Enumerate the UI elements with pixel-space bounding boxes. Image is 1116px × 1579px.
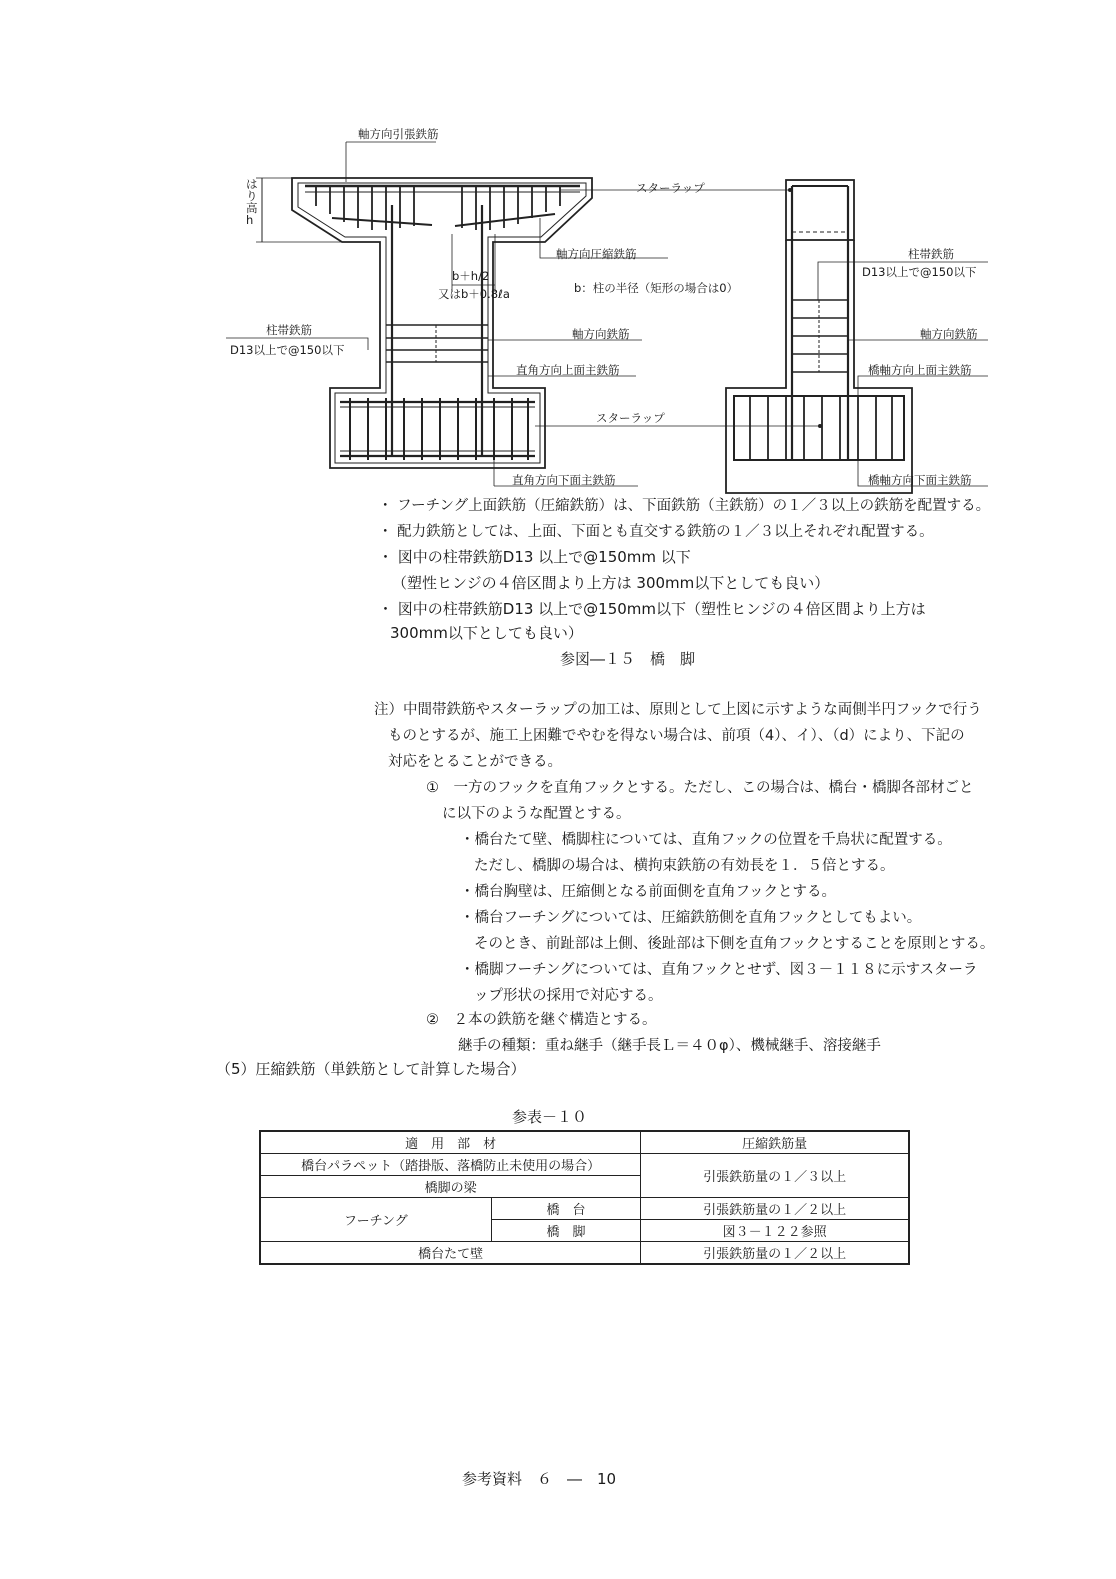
label-perp-top-main-bar: 直角方向上面主鉄筋 — [516, 363, 620, 377]
header-member: 適 用 部 材 — [260, 1131, 641, 1154]
note-sub-3-cont: そのとき、前趾部は上側、後趾部は下側を直角フックとすることを原則とする。 — [474, 936, 995, 952]
label-axial-compression-bar: 軸方向圧縮鉄筋 — [556, 247, 637, 261]
cell-figure-ref: 図３－１２２参照 — [641, 1220, 909, 1242]
note-item-1-cont: に以下のような配置とする。 — [442, 806, 631, 822]
label-axial-tension-bar: 軸方向引張鉄筋 — [358, 127, 439, 141]
note-line-1: 注）中間帯鉄筋やスターラップの加工は、原則として上図に示すような両側半円フックで行う — [374, 702, 982, 718]
cell-ratio-one-third: 引張鉄筋量の１／３以上 — [641, 1154, 909, 1198]
label-perp-bottom-main-bar: 直角方向下面主鉄筋 — [512, 473, 616, 487]
label-trans-bottom-main-bar: 橋軸方向下面主鉄筋 — [868, 473, 972, 487]
cell-ratio-half: 引張鉄筋量の１／２以上 — [641, 1198, 909, 1220]
cell-abutment: 橋 台 — [491, 1198, 641, 1220]
bullet-4: ・ 図中の柱帯鉄筋D13 以上で@150mm以下（塑性ヒンジの４倍区間より上方は — [378, 600, 926, 618]
cell-ratio-half-wall: 引張鉄筋量の１／２以上 — [641, 1242, 909, 1265]
cell-footing: フーチング — [260, 1198, 491, 1242]
label-dim-1: b＋h/2 — [452, 269, 490, 283]
label-hoop-right-spec: D13以上で@150以下 — [862, 265, 977, 279]
note-sub-1-cont: ただし、橋脚の場合は、横拘束鉄筋の有効長を１．５倍とする。 — [474, 858, 895, 874]
table-row — [260, 1198, 909, 1220]
note-sub-4-cont: ップ形状の採用で対応する。 — [474, 988, 663, 1004]
bullet-2: ・ 配力鉄筋としては、上面、下面とも直交する鉄筋の１／３以上それぞれ配置する。 — [378, 524, 934, 540]
label-hoop-right: 柱帯鉄筋 — [908, 247, 954, 261]
compression-rebar-table — [259, 1130, 910, 1265]
figure-caption: 参図―１５ 橋 脚 — [560, 650, 696, 668]
cell-pier: 橋 脚 — [491, 1220, 641, 1242]
section-heading: （5）圧縮鉄筋（単鉄筋として計算した場合） — [216, 1060, 526, 1078]
note-sub-3: ・橋台フーチングについては、圧縮鉄筋側を直角フックとしてもよい。 — [460, 910, 922, 926]
table-row — [260, 1154, 909, 1176]
bullet-4-cont: 300mm以下としても良い） — [390, 624, 583, 642]
table-title: 参表－１０ — [512, 1108, 588, 1126]
note-line-3: 対応をとることができる。 — [388, 754, 562, 770]
cell-pier-beam: 橋脚の梁 — [260, 1176, 641, 1198]
label-hoop-left: 柱帯鉄筋 — [266, 323, 312, 337]
note-sub-1: ・橋台たて壁、橋脚柱については、直角フックの位置を千鳥状に配置する。 — [460, 832, 952, 848]
bullet-1: ・ フーチング上面鉄筋（圧縮鉄筋）は、下面鉄筋（主鉄筋）の１／３以上の鉄筋を配置する。 — [378, 498, 991, 514]
bullet-3-cont: （塑性ヒンジの４倍区間より上方は 300mm以下としても良い） — [392, 574, 830, 592]
label-hoop-left-spec: D13以上で@150以下 — [230, 343, 345, 357]
note-sub-2: ・橋台胸壁は、圧縮側となる前面側を直角フックとする。 — [460, 884, 836, 900]
label-dim-2: 又はb＋0.8ℓa — [438, 287, 510, 301]
note-line-2: ものとするが、施工上困難でやむを得ない場合は、前項（4）、イ）、（d）により、下記の — [388, 728, 965, 744]
label-beam-height: はり高h — [246, 177, 258, 227]
label-trans-top-main-bar: 橋軸方向上面主鉄筋 — [868, 363, 972, 377]
bullet-3: ・ 図中の柱帯鉄筋D13 以上で@150mm 以下 — [378, 548, 691, 566]
table-row — [260, 1242, 909, 1265]
cell-abutment-wall: 橋台たて壁 — [260, 1242, 641, 1265]
note-item-2: ② ２本の鉄筋を継ぐ構造とする。 — [426, 1012, 657, 1028]
label-b-note: b：柱の半径（矩形の場合は0） — [574, 281, 739, 295]
table-header-row — [260, 1131, 909, 1154]
note-item-2-cont: 継手の種類：重ね継手（継手長Ｌ＝４０φ）、機械継手、溶接継手 — [458, 1038, 881, 1054]
label-axial-bar-left: 軸方向鉄筋 — [572, 327, 630, 341]
note-item-1: ① 一方のフックを直角フックとする。ただし、この場合は、橋台・橋脚各部材ごと — [426, 780, 974, 796]
note-sub-4: ・橋脚フーチングについては、直角フックとせず、図３－１１８に示すスターラ — [460, 962, 978, 978]
label-axial-bar-right: 軸方向鉄筋 — [920, 327, 978, 341]
label-stirrup-top: スターラップ — [636, 181, 705, 195]
page-footer: 参考資料 ６ ― 10 — [462, 1470, 617, 1488]
header-amount: 圧縮鉄筋量 — [641, 1131, 909, 1154]
label-stirrup-footing: スターラップ — [596, 411, 665, 425]
cell-parapet: 橋台パラペット（踏掛版、落橋防止未使用の場合） — [260, 1154, 641, 1176]
